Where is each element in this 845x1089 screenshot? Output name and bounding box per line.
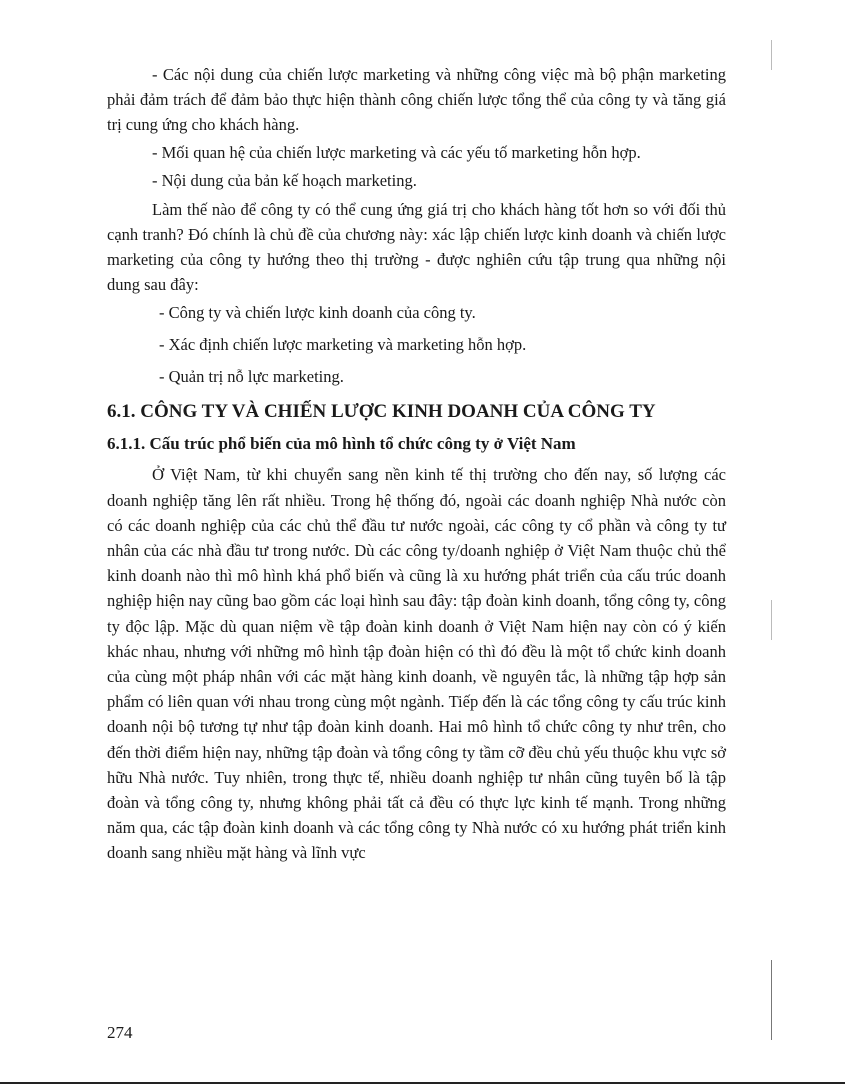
page-content: [107, 62, 726, 866]
paragraph-plan-content: - Nội dung của bản kế hoạch marketing.: [152, 170, 417, 190]
scan-margin-mark: [771, 40, 772, 70]
subsection-heading: 6.1.1. Cấu trúc phổ biến của mô hình tổ chức công ty ở Việt Nam: [107, 434, 576, 454]
bullet-marketing-effort: - Quản trị nỗ lực marketing.: [159, 367, 344, 387]
scan-margin-mark: [771, 600, 772, 640]
paragraph-intro: Làm thế nào để công ty có thể cung ứng giá trị cho khách hàng tốt hơn so với đối thủ cạnh tranh? Đó chính là chủ đề của chương này: xác lập chiến lược kinh doanh và chiến lược marketing của công ty hướng theo thị trường - được nghiên cứu tập trung qua những nội dung sau đây:: [107, 199, 726, 295]
scan-bottom-edge: [0, 1082, 845, 1084]
paragraph-relationship: - Mối quan hệ của chiến lược marketing và các yếu tố marketing hỗn hợp.: [152, 142, 641, 162]
paragraph-marketing-content: - Các nội dung của chiến lược marketing và những công việc mà bộ phận marketing phải đảm trách để đảm bảo thực hiện thành công chiến lược tổng thể của công ty và tăng giá trị cung ứng cho khách hàng.: [107, 65, 726, 135]
body-paragraph: Ở Việt Nam, từ khi chuyển sang nền kinh tế thị trường cho đến nay, số lượng các doanh nghiệp tăng lên rất nhiều. Trong hệ thống đó, ngoài các doanh nghiệp Nhà nước còn có các doanh nghiệp của các chủ thể đầu tư nước ngoài, các công ty cổ phần và công ty tư nhân của các nhà đầu tư trong nước. Dù các công ty/doanh nghiệp ở Việt Nam thuộc chủ thể kinh doanh nào thì mô hình khá phổ biến và cũng là xu hướng phát triển của cấu trúc doanh nghiệp hiện nay cũng bao gồm các loại hình sau đây: tập đoàn kinh doanh, tổng công ty, công ty độc lập. Mặc dù quan niệm về tập đoàn kinh doanh ở Việt Nam hiện nay còn có ý kiến khác nhau, nhưng với những mô hình tập đoàn hiện có thì đó đều là một tổ chức kinh doanh của cùng một pháp nhân với các mặt hàng kinh doanh, về nguyên tắc, là những tập hợp sản phẩm có liên quan với nhau trong cùng một ngành. Tiếp đến là các tổng công ty cấu trúc kinh doanh nội bộ tương tự như tập đoàn kinh doanh. Hai mô hình tổ chức công ty như trên, cho đến thời điểm hiện nay, những tập đoàn và tổng công ty tầm cỡ đều chủ yếu thuộc khu vực sở hữu Nhà nước. Tuy nhiên, trong thực tế, nhiều doanh nghiệp tư nhân cũng tuyên bố là tập đoàn và tổng công ty, nhưng không phải tất cả đều có thực lực kinh tế mạnh. Trong những năm qua, các tập đoàn kinh doanh và các tổng công ty Nhà nước có xu hướng phát triển kinh doanh sang nhiều mặt hàng và lĩnh vực: [107, 465, 726, 863]
bullet-marketing-mix: - Xác định chiến lược marketing và marketing hỗn hợp.: [159, 335, 527, 355]
page-number: 274: [107, 1023, 133, 1042]
scan-margin-mark: [771, 960, 772, 1040]
section-heading: 6.1. CÔNG TY VÀ CHIẾN LƯỢC KINH DOANH CỦA CÔNG TY: [107, 401, 656, 423]
bullet-company-strategy: - Công ty và chiến lược kinh doanh của công ty.: [159, 303, 476, 323]
